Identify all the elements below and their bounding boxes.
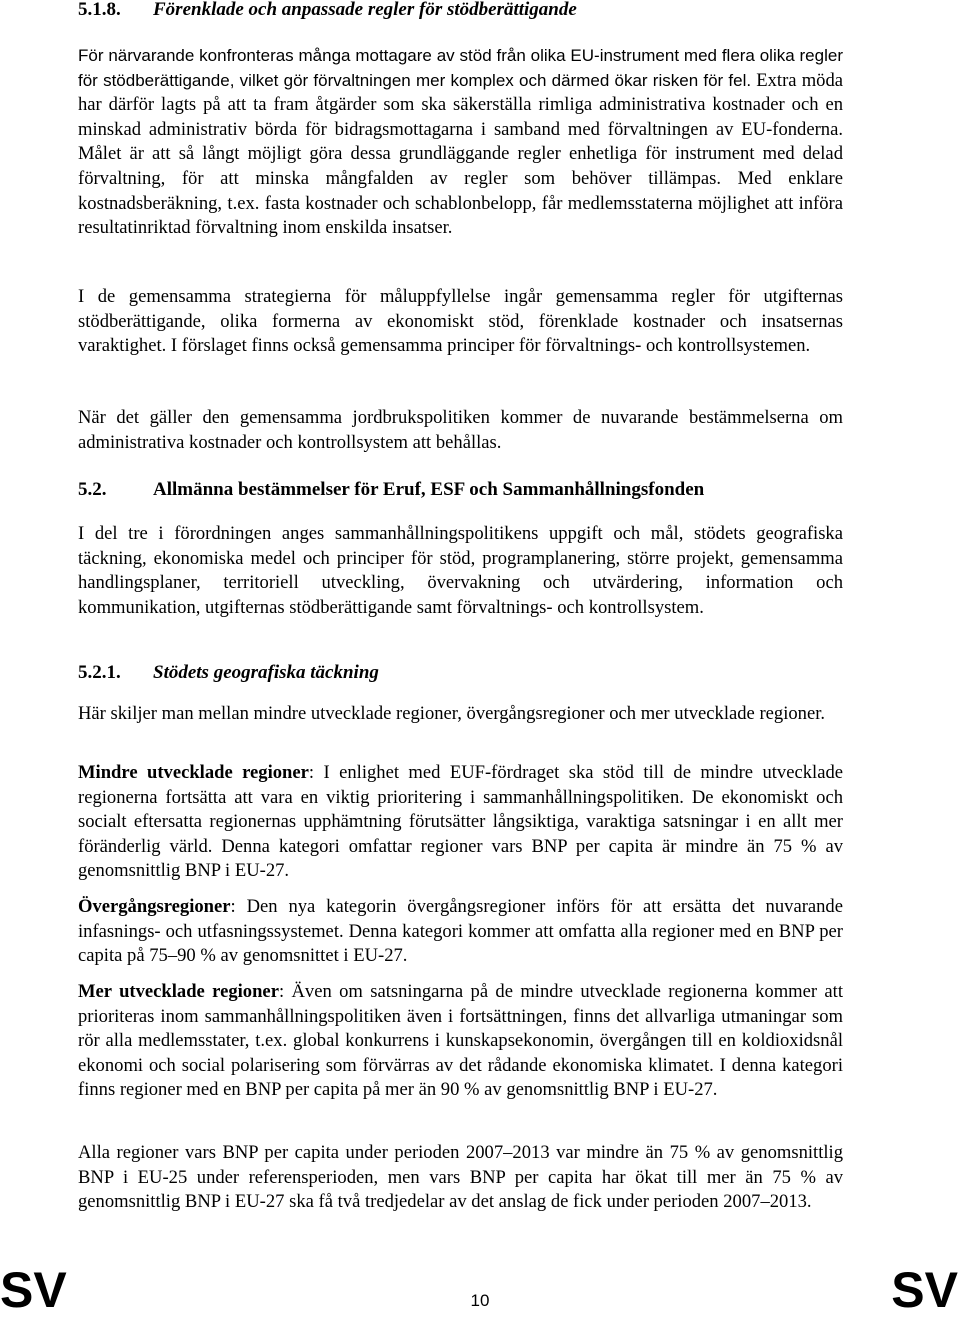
paragraph-transition-regions (78, 895, 843, 969)
paragraph-part-three: I del tre i förordningen anges sammanhållningspolitikens uppgift och mål, stödets geografiska täckning, ekonomiska medel och principer för stöd, programplanering, större projekt, gemensamma handlingsplaner, territoriell utveckling, övervakning och utvärdering, information och kommunikation, utgifternas stödberättigande samt förvaltnings- och kontrollsystem. (78, 523, 843, 618)
page-number: 10 (470, 1291, 490, 1310)
section-number: 5.2. (78, 479, 107, 500)
paragraph-simplified-rules (78, 44, 843, 241)
section-heading-5-2-1 (78, 661, 843, 685)
paragraph-more-developed-regions (78, 980, 843, 1103)
definition-text: : Den nya kategorin övergångsregioner införs för att ersätta det nuvarande infasnings- och utfasningssystemet. Denna kategori kommer att omfatta alla regioner med en BNP per capita på 75–90 % av genomsnittet i EU-27. (78, 896, 843, 967)
paragraph-region-types: Här skiljer man mellan mindre utvecklade regioner, övergångsregioner och mer utvecklade regioner. (78, 703, 826, 724)
paragraph-common-strategies: I de gemensamma strategierna för måluppfyllelse ingår gemensamma regler för utgifternas stödberättigande, olika formerna av ekonomiskt stöd, förenklade kostnader och insatsernas varaktighet. I förslaget finns också gemensamma principer för förvaltnings- och kontrollsystemen. (78, 286, 843, 357)
definition-text: : I enlighet med EUF-fördraget ska stöd till de mindre utvecklade regionerna fortsätta att vara en viktig prioritering i sammanhållningspolitiken. De ekonomiskt och socialt eftersatta regionernas upphämtning förutsätter långsiktiga, varaktiga satsningar i en allt mer föränderlig värld. Denna kategori omfattar regioner vars BNP per capita är mindre än 75 % av genomsnittlig BNP i EU-27. (78, 762, 844, 882)
definition-text: : Även om satsningarna på de mindre utvecklade regionerna kommer att prioriteras inom sammanhållningspolitiken även i fortsättningen, finns det allvarliga utmaningar som rör alla medlemsstater, t.ex. global konkurrens i kunskapsekonomin, övergången till en koldioxidsnål ekonomi och social polarisering som förvärras av det rådande ekonomiska klimatet. I denna kategori finns regioner med en BNP per capita på mer än 90 % av genomsnittlig BNP i EU-27. (78, 981, 844, 1101)
term-more-developed: Mer utvecklade regioner (78, 981, 279, 1002)
paragraph-all-regions: Alla regioner vars BNP per capita under perioden 2007–2013 var mindre än 75 % av genomsnittlig BNP i EU-25 under referensperioden, men vars BNP per capita har ökat till mer än 75 % av genomsnittlig BNP i EU-27 ska få två tredjedelar av det anslag de fick under perioden 2007–2013. (78, 1142, 843, 1213)
paragraph-body-text: Extra möda har därför lagts på att ta fram åtgärder som ska säkerställa rimliga administrativa kostnader och en minskad administrativ börda för bidragsmottagarna i samband med förvaltningen av EU-fonderna. Målet är att så långt möjligt göra dessa grundläggande regler enhetliga för instrument med delad förvaltning, för att minska mångfalden av regler som behöver tillämpas. Med enklare kostnadsberäkning, t.ex. fasta kostnader och schablonbelopp, får medlemsstaterna möjlighet att införa resultatinriktad förvaltning inom enskilda insatser. (78, 69, 843, 239)
language-code-left: SV (0, 1262, 67, 1318)
paragraph-agricultural-policy: När det gäller den gemensamma jordbrukspolitiken kommer de nuvarande bestämmelserna om administrativa kostnader och kontrollsystem att behållas. (78, 407, 843, 453)
section-title: Förenklade och anpassade regler för stödberättigande (153, 0, 577, 20)
section-title: Stödets geografiska täckning (153, 662, 379, 683)
section-heading-5-2 (78, 478, 843, 502)
term-transition: Övergångsregioner (78, 896, 231, 917)
language-code-right: SV (891, 1262, 958, 1318)
section-heading-5-1-8 (78, 0, 843, 22)
section-number: 5.2.1. (78, 662, 121, 683)
paragraph-less-developed-regions (78, 761, 843, 884)
term-less-developed: Mindre utvecklade regioner (78, 762, 309, 783)
paragraph-intro-text: För närvarande konfronteras många mottagare av stöd från olika EU-instrument med flera olika regler för stödberättigande, vilket gör förvaltningen mer komplex och därmed ökar risken för fel. (78, 46, 843, 90)
section-title: Allmänna bestämmelser för Eruf, ESF och Sammanhållningsfonden (153, 479, 705, 500)
section-number: 5.1.8. (78, 0, 121, 20)
